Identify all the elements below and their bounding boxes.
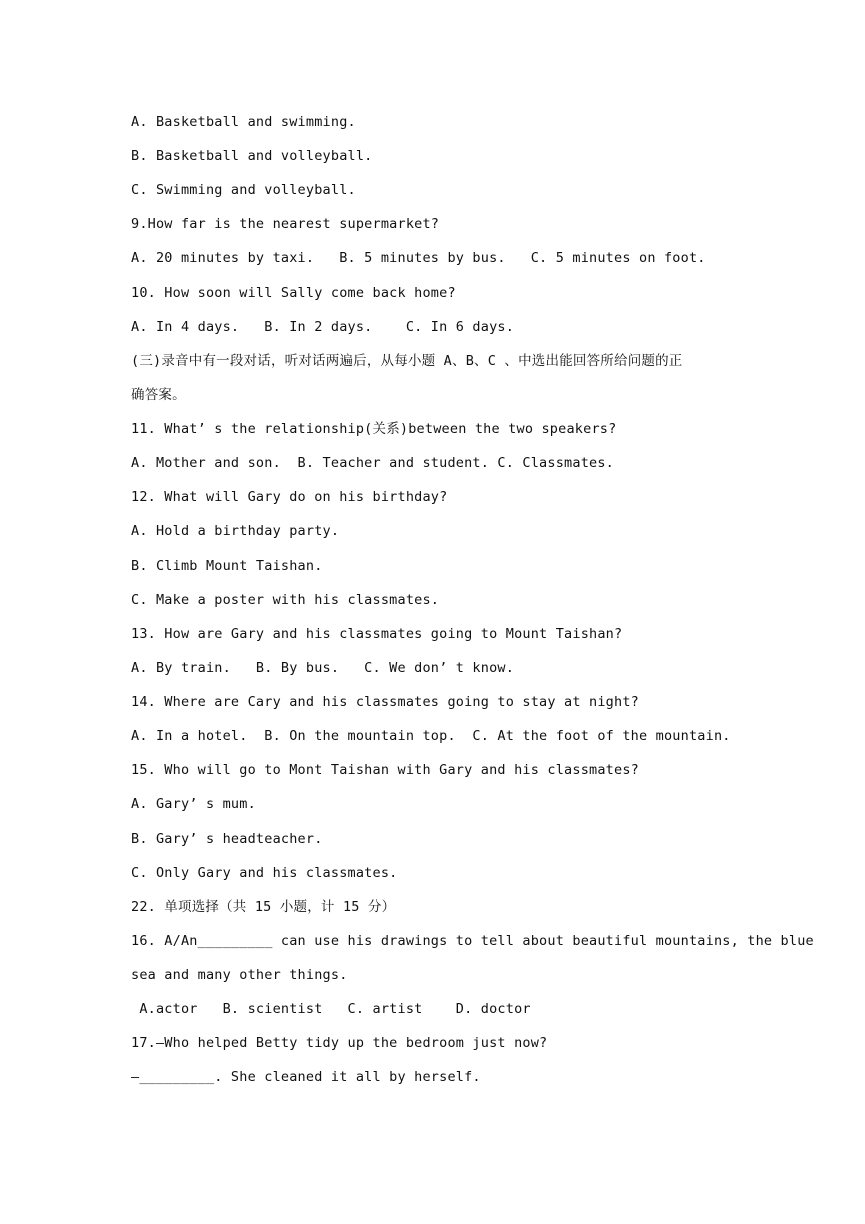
q16-options: A.actor B. scientist C. artist D. doctor	[131, 1001, 531, 1017]
question-12: 12. What will Gary do on his birthday?	[131, 489, 448, 505]
question-13: 13. How are Gary and his classmates going to Mount Taishan?	[131, 626, 623, 642]
section-3-instructions: (三)录音中有一段对话，听对话两遍后，从每小题 A、B、C 、中选出能回答所给问题的正	[131, 353, 683, 369]
q8-option-b: B. Basketball and volleyball.	[131, 148, 373, 164]
question-17: 17.—Who helped Betty tidy up the bedroom just now?	[131, 1035, 548, 1051]
q13-options: A. By train. B. By bus. C. We don’ t know.	[131, 660, 515, 676]
q11-options: A. Mother and son. B. Teacher and student. C. Classmates.	[131, 455, 615, 471]
q8-option-a: A. Basketball and swimming.	[131, 114, 356, 130]
question-15: 15. Who will go to Mont Taishan with Gary and his classmates?	[131, 762, 639, 778]
section-3-instructions-cont: 确答案。	[131, 387, 186, 403]
q8-option-c: C. Swimming and volleyball.	[131, 182, 356, 198]
question-17-response: —_________. She cleaned it all by herself.	[131, 1069, 481, 1085]
section-heading-single-choice: 22. 单项选择（共 15 小题，计 15 分）	[131, 899, 396, 915]
question-11: 11. What’ s the relationship(关系)between the two speakers?	[131, 421, 617, 437]
q12-option-c: C. Make a poster with his classmates.	[131, 592, 440, 608]
question-14: 14. Where are Cary and his classmates going to stay at night?	[131, 694, 639, 710]
q15-option-b: B. Gary’ s headteacher.	[131, 831, 323, 847]
q15-option-c: C. Only Gary and his classmates.	[131, 865, 398, 881]
question-10: 10. How soon will Sally come back home?	[131, 285, 456, 301]
question-9: 9.How far is the nearest supermarket?	[131, 216, 440, 232]
q10-options: A. In 4 days. B. In 2 days. C. In 6 days.	[131, 319, 515, 335]
q15-option-a: A. Gary’ s mum.	[131, 796, 256, 812]
question-16: 16. A/An_________ can use his drawings to tell about beautiful mountains, the blue	[131, 933, 814, 949]
q12-option-a: A. Hold a birthday party.	[131, 523, 340, 539]
q9-options: A. 20 minutes by taxi. B. 5 minutes by bus. C. 5 minutes on foot.	[131, 250, 706, 266]
q12-option-b: B. Climb Mount Taishan.	[131, 558, 323, 574]
question-16-cont: sea and many other things.	[131, 967, 348, 983]
q14-options: A. In a hotel. B. On the mountain top. C. At the foot of the mountain.	[131, 728, 731, 744]
